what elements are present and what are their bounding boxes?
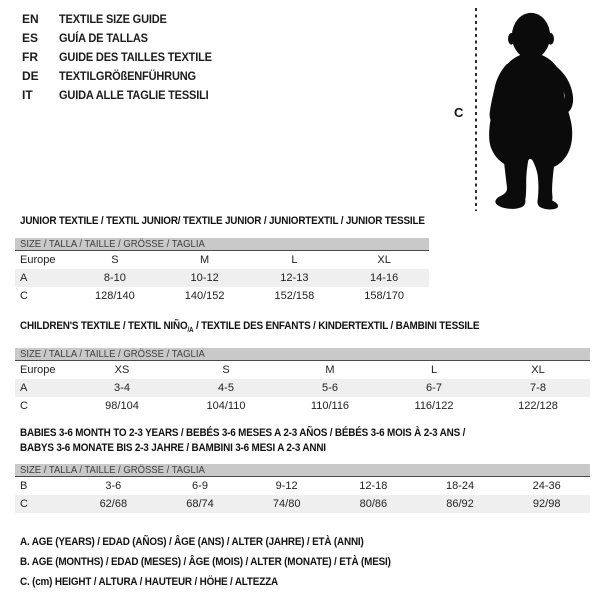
language-row-it	[22, 86, 225, 105]
size-header-bar	[15, 238, 429, 251]
height-cell: 74/80	[272, 498, 301, 510]
size-cell: S	[111, 254, 119, 266]
children-table-title: CHILDREN'S TEXTILE / TEXTIL $NIÑO_{/A}$ / TEXTILE DES ENFANTS / KINDERTEXTIL / BAMBINI TESSILE	[20, 320, 480, 335]
age-cell: 6-7	[426, 382, 442, 395]
age-cell: 3-6	[105, 480, 122, 492]
guide-title-fr: GUIDE DES TAILLES TEXTILE	[59, 50, 212, 64]
age-cell: 14-16	[370, 272, 399, 284]
size-cell: XL	[531, 364, 545, 377]
junior-table-title: JUNIOR TEXTILE / TEXTIL JUNIOR/ TEXTILE JUNIOR / JUNIORTEXTIL / JUNIOR TESSILE	[20, 215, 425, 227]
language-code: EN	[22, 12, 39, 26]
size-header-text: SIZE / TALLA / TAILLE / GRÖSSE / TAGLIA	[20, 239, 205, 250]
babies-table-section	[15, 426, 590, 513]
size-cell: M	[325, 364, 335, 377]
size-cell: S	[222, 364, 230, 377]
language-code: IT	[22, 88, 33, 102]
size-cell: XS	[114, 364, 130, 377]
size-header-bar	[15, 464, 590, 477]
table-row-age-years	[15, 269, 429, 287]
size-header-bar	[15, 348, 590, 361]
height-cell: 128/140	[94, 290, 135, 302]
language-code: ES	[22, 31, 39, 45]
title-subscript: /A	[187, 327, 194, 335]
table-row-age-years	[15, 379, 590, 397]
table-row-age-months	[15, 477, 590, 495]
table-row-europe	[15, 361, 590, 379]
row-label: C	[20, 498, 28, 510]
row-label: A	[20, 272, 28, 284]
age-cell: 8-10	[103, 272, 126, 284]
legend-line-a: A. AGE (YEARS) / EDAD (AÑOS) / ÂGE (ANS) / ALTER (JAHRE) / ETÀ (ANNI)	[20, 536, 364, 548]
size-header-text: SIZE / TALLA / TAILLE / GRÖSSE / TAGLIA	[20, 465, 205, 476]
children-table-section	[15, 320, 590, 415]
table-row-height	[15, 495, 590, 513]
babies-title-line2: BABYS 3-6 MONATE BIS 2-3 JAHRE / BAMBINI 3-6 MESI A 2-3 ANNI	[20, 442, 326, 454]
junior-table-section	[15, 215, 429, 305]
baby-figure-area	[450, 6, 598, 218]
language-row-en	[22, 10, 225, 29]
height-cell: 140/152	[184, 290, 225, 302]
age-cell: 5-6	[322, 382, 338, 395]
age-cell: 4-5	[218, 382, 234, 395]
row-label: Europe	[20, 254, 56, 266]
age-cell: 6-9	[192, 480, 208, 492]
size-cell: M	[200, 254, 210, 266]
language-row-de	[22, 67, 225, 86]
babies-title-line1: BABIES 3-6 MONTH TO 2-3 YEARS / BEBÉS 3-6 MESES A 2-3 AÑOS / BÉBÉS 3-6 MOIS À 2-3 ANS /	[20, 427, 466, 439]
age-cell: 10-12	[190, 272, 219, 284]
height-cell: 152/158	[274, 290, 315, 302]
row-label: B	[20, 480, 28, 492]
language-code: DE	[22, 69, 39, 83]
height-cell: 68/74	[186, 498, 214, 510]
age-cell: 12-13	[280, 272, 309, 284]
legend-line-c: C. (cm) HEIGHT / ALTURA / HAUTEUR / HÖHE / ALTEZZA	[20, 576, 278, 588]
row-label: A	[20, 382, 28, 395]
guide-title-en: TEXTILE SIZE GUIDE	[59, 12, 167, 26]
babies-table-title	[20, 426, 533, 456]
height-measure-label: C	[454, 105, 464, 120]
height-cell: 110/116	[310, 400, 350, 413]
row-label: C	[20, 290, 28, 302]
legend	[20, 532, 432, 592]
height-cell: 122/128	[518, 400, 558, 413]
table-row-europe	[15, 251, 429, 269]
size-header-text: SIZE / TALLA / TAILLE / GRÖSSE / TAGLIA	[20, 349, 205, 361]
size-cell: L	[430, 364, 438, 377]
language-row-es	[22, 29, 225, 48]
age-cell: 3-4	[114, 382, 130, 395]
baby-silhouette-icon	[486, 9, 576, 211]
guide-title-es: GUÍA DE TALLAS	[59, 31, 148, 45]
height-cell: 104/110	[206, 400, 246, 413]
legend-line-b: B. AGE (MONTHS) / EDAD (MESES) / ÂGE (MOIS) / ALTER (MONATE) / ETÀ (MESI)	[20, 556, 391, 568]
height-cell: 80/86	[359, 498, 388, 510]
height-cell: 86/92	[446, 498, 474, 510]
height-cell: 98/104	[105, 400, 139, 413]
guide-title-it: GUIDA ALLE TAGLIE TESSILI	[59, 88, 209, 102]
size-cell: XL	[377, 254, 391, 266]
language-row-fr	[22, 48, 225, 67]
table-row-height	[15, 397, 590, 415]
height-measure-dotted-line	[475, 8, 477, 211]
height-cell: 92/98	[532, 498, 561, 510]
row-label: C	[20, 400, 28, 413]
age-cell: 9-12	[275, 480, 298, 492]
size-cell: L	[291, 254, 298, 266]
age-cell: 7-8	[530, 382, 546, 395]
height-cell: 62/68	[99, 498, 128, 510]
age-cell: 12-18	[359, 480, 388, 492]
age-cell: 24-36	[532, 480, 561, 492]
age-cell: 18-24	[445, 480, 475, 492]
table-row-height	[15, 287, 429, 305]
guide-title-de: TEXTILGRÖßENFÜHRUNG	[59, 69, 196, 83]
row-label: Europe	[20, 364, 56, 377]
height-cell: 158/170	[364, 290, 404, 302]
language-title-list	[22, 10, 225, 105]
language-code: FR	[22, 50, 38, 64]
height-cell: 116/122	[414, 400, 454, 413]
